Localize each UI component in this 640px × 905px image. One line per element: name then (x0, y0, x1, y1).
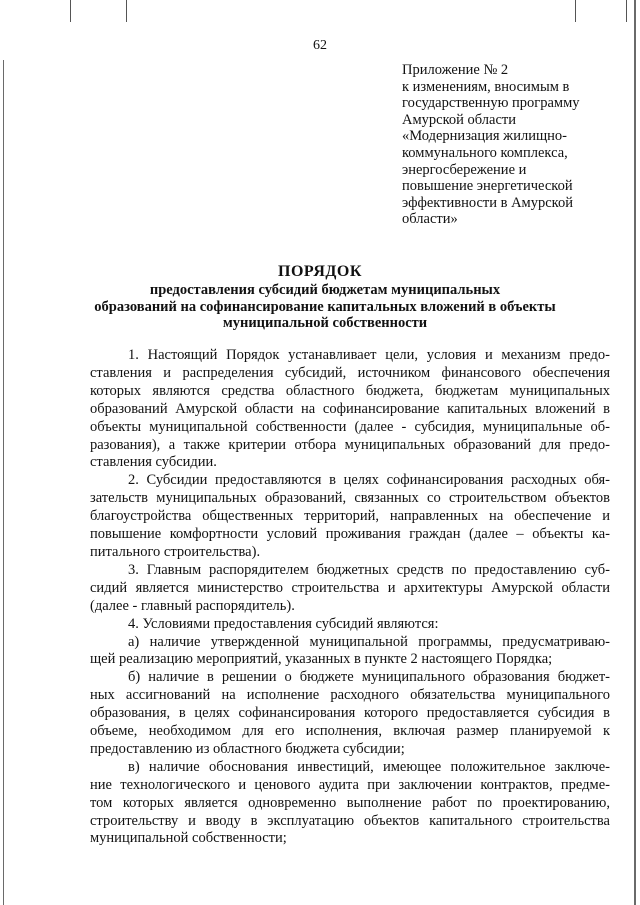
scan-tick (126, 0, 127, 22)
body-line: зательств муниципальных образований, связанных со строительством объектов (90, 490, 610, 507)
body-line: (далее - главный распорядитель). (90, 597, 295, 614)
appendix-line: эффективности в Амурской (402, 194, 573, 211)
appendix-line: к изменениям, вносимым в (402, 78, 570, 95)
body-line: ставления и распределения субсидий, источником финансового обеспечения (90, 364, 610, 381)
appendix-line: повышение энергетической (402, 178, 573, 195)
subtitle-line: муниципальной собственности (222, 315, 428, 331)
body-line: питального строительства). (90, 543, 261, 560)
body-line: ных ассигнований на исполнение расходного обязательства муниципального (90, 687, 610, 704)
body-line: том которых является одновременно выполнение работ по проектированию, (90, 794, 610, 811)
appendix-line: области» (402, 211, 458, 228)
body-line: 3. Главным распорядителем бюджетных средств по предоставлению суб- (128, 561, 610, 578)
scan-tick (70, 0, 71, 22)
body-line: 2. Субсидии предоставляются в целях софинансирования расходных обя- (128, 472, 610, 489)
body-line: в) наличие обоснования инвестиций, имеющее положительное заключе- (128, 758, 610, 775)
body-line: муниципальной собственности; (90, 830, 287, 847)
body-line: б) наличие в решении о бюджете муниципального образования бюджет- (128, 669, 610, 686)
body-line: повышение комфортности условий проживания граждан (далее – объекты ка- (90, 526, 610, 543)
body-line: предоставлению из областного бюджета субсидии; (90, 740, 405, 757)
body-line: объеме, необходимом для его исполнения, включая размер планируемой к (90, 723, 610, 740)
scan-edge-left (3, 60, 4, 905)
document-subtitle (60, 282, 590, 332)
body-line: ставления субсидии. (90, 454, 217, 471)
body-line: 1. Настоящий Порядок устанавливает цели, условия и механизм предо- (128, 347, 610, 363)
body-line: образования, в целях софинансирования которого предоставляется субсидия в (90, 705, 610, 722)
body-line: благоустройства общественных территорий, направленных на обеспечение и (90, 508, 610, 525)
body-line: щей реализацию мероприятий, указанных в пункте 2 настоящего Порядка; (90, 651, 553, 668)
body-line: которых являются средства областного бюджета, бюджетам муниципальных (90, 382, 610, 399)
document-title: ПОРЯДОК (278, 263, 362, 280)
body-line: сидий является министерство строительства и архитектуры Амурской области (90, 579, 610, 596)
appendix-line: государственную программу (402, 95, 580, 112)
scan-tick (626, 0, 627, 22)
body-line: ние технологического и ценового аудита при заключении контрактов, предме- (90, 776, 610, 793)
scan-edge-right (634, 0, 636, 905)
document-body (90, 347, 610, 848)
body-line: строительству и вводу в эксплуатацию объектов капитального строительства (90, 812, 610, 829)
appendix-line: Амурской области (402, 111, 516, 128)
body-line: образований Амурской области на софинансирование капитальных вложений в (90, 400, 610, 417)
body-line: объекты муниципальной собственности (далее - субсидия, муниципальные об- (90, 418, 610, 435)
page-number: 62 (313, 38, 327, 53)
appendix-line: коммунального комплекса, (402, 144, 568, 161)
appendix-line: «Модернизация жилищно- (402, 128, 567, 145)
subtitle-line: образований на софинансирование капитальных вложений в объекты (94, 298, 556, 315)
subtitle-line: предоставления субсидий бюджетам муниципальных (149, 282, 501, 298)
scan-tick (575, 0, 576, 22)
body-line: 4. Условиями предоставления субсидий являются: (128, 615, 439, 632)
appendix-line: энергосбережение и (402, 161, 527, 178)
body-line: разования), а также критерии отбора муниципальных образований для предо- (90, 436, 610, 453)
body-line: а) наличие утвержденной муниципальной программы, предусматриваю- (128, 633, 610, 650)
appendix-line: Приложение № 2 (402, 62, 509, 78)
appendix-block (402, 62, 627, 228)
